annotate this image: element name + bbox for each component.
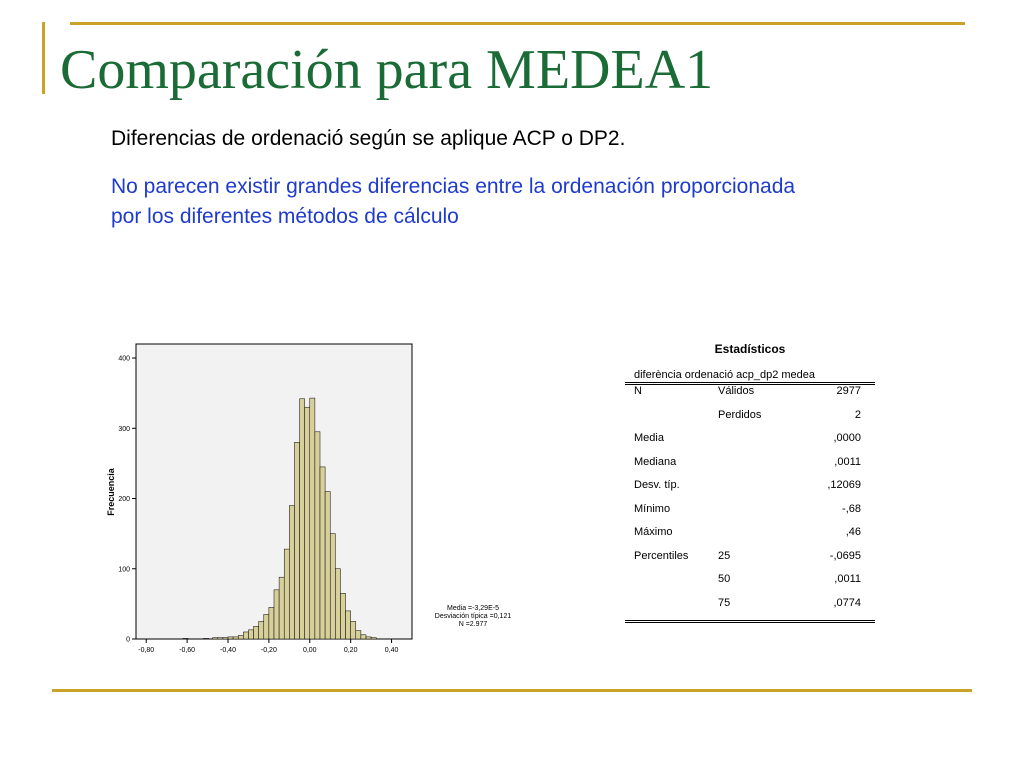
histogram-chart: [100, 338, 420, 660]
stat-label: [625, 409, 718, 433]
slide-title: Comparación para MEDEA1: [60, 39, 714, 101]
bullet-1: Diferencias de ordenació según se aplique ACP o DP2.: [111, 127, 626, 150]
stat-label: Percentiles: [634, 549, 689, 562]
stat-value: 2977: [836, 385, 861, 397]
y-tick-label: 0: [126, 636, 130, 644]
std-dev-label: Desviación típica =0,121: [434, 613, 512, 620]
n-label: N =2.977: [458, 621, 488, 628]
statistics-body: [625, 385, 875, 620]
stat-value: ,46: [845, 526, 861, 538]
stats-row: [625, 385, 875, 409]
histogram-bar: [183, 638, 188, 639]
stat-sublabel: 25: [718, 549, 731, 562]
table-bottom-border: [625, 620, 875, 623]
histogram-bar: [315, 432, 320, 639]
histogram-bar: [289, 506, 294, 639]
stat-value: ,0000: [833, 432, 861, 444]
stat-sublabel: [718, 526, 798, 550]
histogram-bar: [264, 614, 269, 639]
statistics-table: [625, 342, 875, 623]
histogram-bar: [284, 549, 289, 639]
stats-row: [625, 550, 875, 574]
stat-value: ,12069: [827, 479, 861, 491]
stat-sublabel: Válidos: [718, 385, 755, 397]
stats-row: [625, 573, 875, 597]
stats-row: [625, 503, 875, 527]
left-rule: [42, 22, 45, 94]
histogram-bar: [218, 638, 223, 639]
histogram-bar: [254, 626, 259, 639]
bottom-rule: [52, 689, 972, 692]
bullet-2: No parecen existir grandes diferencias entre la ordenación proporcionada por los diferentes métodos de cálculo: [111, 175, 796, 228]
histogram-bar: [274, 590, 279, 639]
histogram-bar: [259, 621, 264, 639]
histogram-bar: [300, 399, 305, 639]
stat-label: [625, 573, 718, 597]
histogram-bar: [294, 442, 299, 639]
y-tick-label: 200: [118, 496, 130, 504]
stat-value: ,0011: [834, 573, 861, 585]
stat-label: Media: [634, 432, 664, 444]
histogram-bar: [310, 398, 315, 639]
y-axis-label: Frecuencia: [106, 468, 116, 516]
stat-sublabel: [718, 479, 798, 503]
histogram-bar: [330, 534, 335, 639]
stats-row: [625, 456, 875, 480]
stat-value: -,0695: [829, 549, 861, 562]
stats-row: [625, 597, 875, 621]
histogram-bar: [203, 638, 208, 639]
stat-sublabel: Perdidos: [718, 408, 762, 421]
stat-label: N: [634, 385, 642, 397]
stat-value: 2: [854, 408, 861, 421]
histogram-bar: [361, 635, 366, 639]
histogram-bar: [320, 467, 325, 639]
histogram-bar: [305, 407, 310, 639]
x-tick-label: -0,80: [138, 647, 155, 654]
stat-sublabel: 50: [718, 573, 731, 585]
stats-row: [625, 432, 875, 456]
x-tick-label: -0,60: [179, 647, 196, 654]
histogram-bar: [228, 637, 233, 639]
histogram-bar: [269, 607, 274, 639]
histogram-bar: [366, 637, 371, 639]
histogram-bar: [346, 611, 351, 639]
x-axis: [138, 639, 398, 654]
histogram-bar: [238, 635, 243, 639]
histogram-bar: [233, 637, 238, 639]
stat-sublabel: [718, 456, 798, 480]
stat-sublabel: [718, 432, 798, 456]
variable-header: diferència ordenació acp_dp2 medea: [634, 369, 816, 381]
histogram-bar: [335, 569, 340, 639]
histogram-bar: [243, 632, 248, 639]
stat-sublabel: 75: [718, 596, 731, 609]
stat-label: Mínimo: [634, 502, 671, 515]
stat-label: Máximo: [634, 526, 673, 538]
stats-row: [625, 526, 875, 550]
stat-label: Desv. típ.: [634, 479, 680, 491]
histogram-bar: [325, 492, 330, 640]
stat-value: ,0011: [834, 455, 861, 468]
histogram-bar: [371, 638, 376, 639]
y-tick-label: 100: [118, 566, 130, 574]
histogram-bar: [340, 593, 345, 639]
x-tick-label: -0,20: [260, 647, 277, 654]
stats-row: [625, 409, 875, 433]
stat-value: ,0774: [833, 596, 861, 609]
histogram-bar: [223, 638, 228, 639]
x-tick-label: 0,00: [302, 647, 317, 654]
x-tick-label: 0,20: [343, 647, 358, 654]
histogram-bar: [356, 631, 361, 639]
histogram-bar: [279, 577, 284, 639]
top-rule: [70, 22, 965, 25]
stat-label: Mediana: [634, 455, 677, 468]
y-axis: [118, 356, 136, 644]
stat-label: [625, 597, 718, 621]
histogram-stats-label: [418, 605, 528, 629]
y-tick-label: 300: [118, 425, 130, 433]
histogram-bar: [351, 621, 356, 639]
mean-label: Media =-3,29E-5: [447, 605, 499, 612]
stat-value: -,68: [842, 502, 861, 515]
histogram-bar: [213, 638, 218, 639]
stats-row: [625, 479, 875, 503]
x-tick-label: -0,40: [220, 647, 236, 654]
x-tick-label: 0,40: [384, 647, 399, 654]
y-tick-label: 400: [118, 355, 130, 363]
statistics-title: Estadísticos: [714, 342, 786, 356]
stat-sublabel: [718, 503, 798, 527]
histogram-bar: [248, 630, 253, 639]
